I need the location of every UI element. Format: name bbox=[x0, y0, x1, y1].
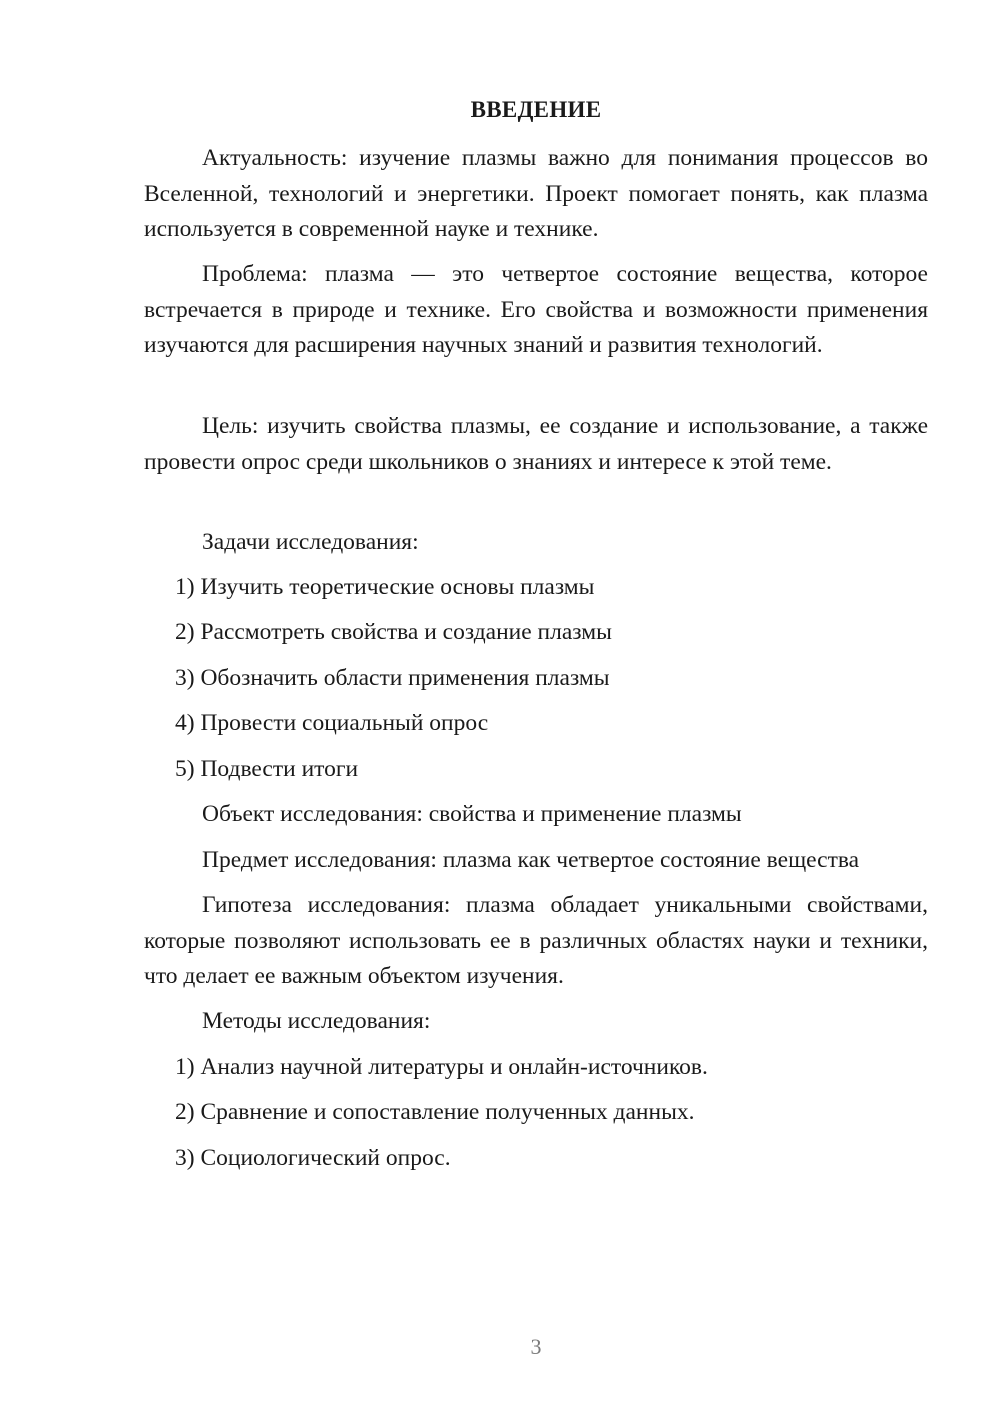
methods-title: Методы исследования: bbox=[202, 1008, 431, 1034]
research-subject: Предмет исследования: плазма как четвертое состояние вещества bbox=[202, 847, 860, 873]
method-item: 2) Сравнение и сопоставление полученных данных. bbox=[175, 1099, 695, 1125]
task-item: 2) Рассмотреть свойства и создание плазмы bbox=[175, 619, 612, 645]
hypothesis-paragraph: Гипотеза исследования: плазма обладает уникальными свойствами, которые позволяют использовать ее в различных областях науки и техники, что делает ее важным объектом изучения. bbox=[144, 892, 928, 989]
goal-paragraph: Цель: изучить свойства плазмы, ее создание и использование, а также провести опрос среди школьников о знаниях и интересе к этой теме. bbox=[144, 413, 928, 475]
task-item: 3) Обозначить области применения плазмы bbox=[175, 665, 610, 691]
task-item: 1) Изучить теоретические основы плазмы bbox=[175, 574, 595, 600]
tasks-title: Задачи исследования: bbox=[202, 529, 419, 555]
task-item: 4) Провести социальный опрос bbox=[175, 710, 489, 736]
relevance-paragraph: Актуальность: изучение плазмы важно для понимания процессов во Вселенной, технологий и энергетики. Проект помогает понять, как плазма используется в современной науке и технике. bbox=[144, 145, 928, 242]
research-object: Объект исследования: свойства и применение плазмы bbox=[202, 801, 742, 827]
task-item: 5) Подвести итоги bbox=[175, 756, 359, 782]
method-item: 3) Социологический опрос. bbox=[175, 1145, 451, 1171]
page-number: 3 bbox=[530, 1334, 542, 1359]
method-item: 1) Анализ научной литературы и онлайн-источников. bbox=[175, 1054, 708, 1080]
section-heading: ВВЕДЕНИЕ bbox=[470, 97, 602, 122]
problem-paragraph: Проблема: плазма — это четвертое состояние вещества, которое встречается в природе и технике. Его свойства и возможности применения изучаются для расширения научных знаний и развития технологий. bbox=[144, 261, 928, 358]
